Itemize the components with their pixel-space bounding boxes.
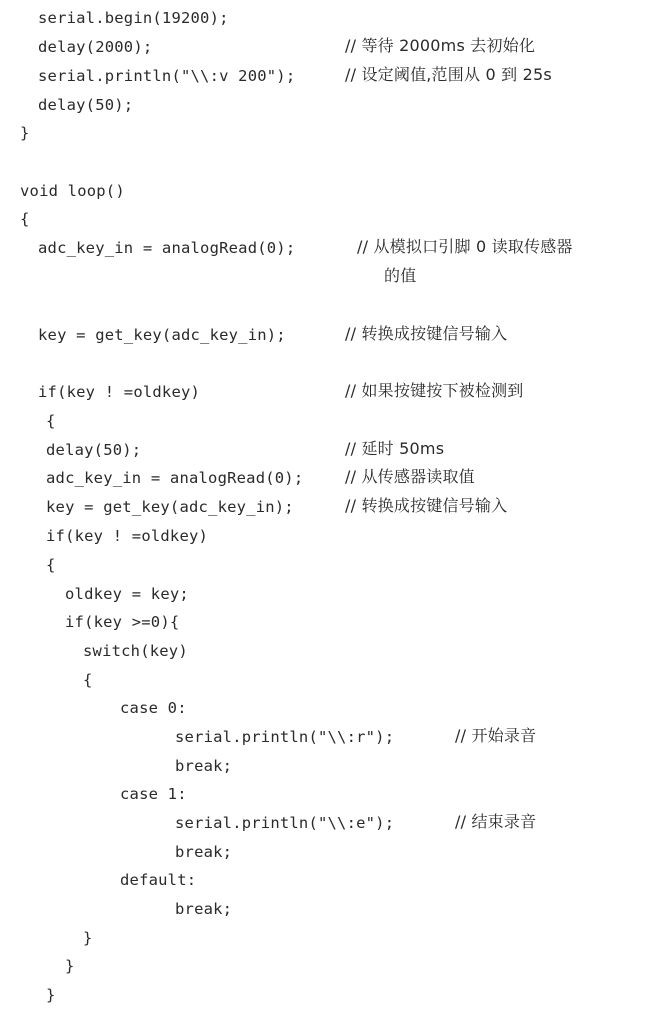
code-line: { [20,210,30,228]
code-line: { [46,412,56,430]
code-line: } [46,986,56,1004]
code-line: delay(2000); [38,38,153,56]
code-line: delay(50); [38,96,134,114]
code-comment: 的值 [384,266,417,285]
code-line: break; [175,843,233,861]
code-line: adc_key_in = analogRead(0); [38,239,296,257]
code-line: default: [120,871,197,889]
code-comment: // 如果按键按下被检测到 [345,381,524,400]
code-comment: // 等待 2000ms 去初始化 [345,36,536,55]
code-line: serial.begin(19200); [38,9,229,27]
code-line: if(key ! =oldkey) [46,527,209,545]
code-comment: // 结束录音 [455,812,537,831]
code-line: break; [175,900,233,918]
code-line: } [65,957,75,975]
code-comment: // 延时 50ms [345,439,445,458]
code-comment: // 开始录音 [455,726,537,745]
code-line: if(key ! =oldkey) [38,383,201,401]
code-line: delay(50); [46,441,142,459]
code-line: switch(key) [83,642,188,660]
code-comment: // 从模拟口引脚 0 读取传感器 [357,237,573,256]
code-line: adc_key_in = analogRead(0); [46,469,304,487]
code-comment: // 转换成按键信号输入 [345,496,508,515]
code-line: } [83,929,93,947]
code-line: serial.println("\\:e"); [175,814,395,832]
code-line: case 1: [120,785,187,803]
code-line: case 0: [120,699,187,717]
code-line: void loop() [20,182,125,200]
code-line: } [20,124,30,142]
code-line: key = get_key(adc_key_in); [38,326,286,344]
code-line: key = get_key(adc_key_in); [46,498,294,516]
code-line: break; [175,757,233,775]
code-comment: // 设定阈值,范围从 0 到 25s [345,65,552,84]
code-comment: // 转换成按键信号输入 [345,324,508,343]
code-line: oldkey = key; [65,585,189,603]
code-line: serial.println("\\:v 200"); [38,67,296,85]
code-line: { [46,556,56,574]
code-comment: // 从传感器读取值 [345,467,475,486]
code-line: serial.println("\\:r"); [175,728,395,746]
code-line: { [83,671,93,689]
code-line: if(key >=0){ [65,613,180,631]
